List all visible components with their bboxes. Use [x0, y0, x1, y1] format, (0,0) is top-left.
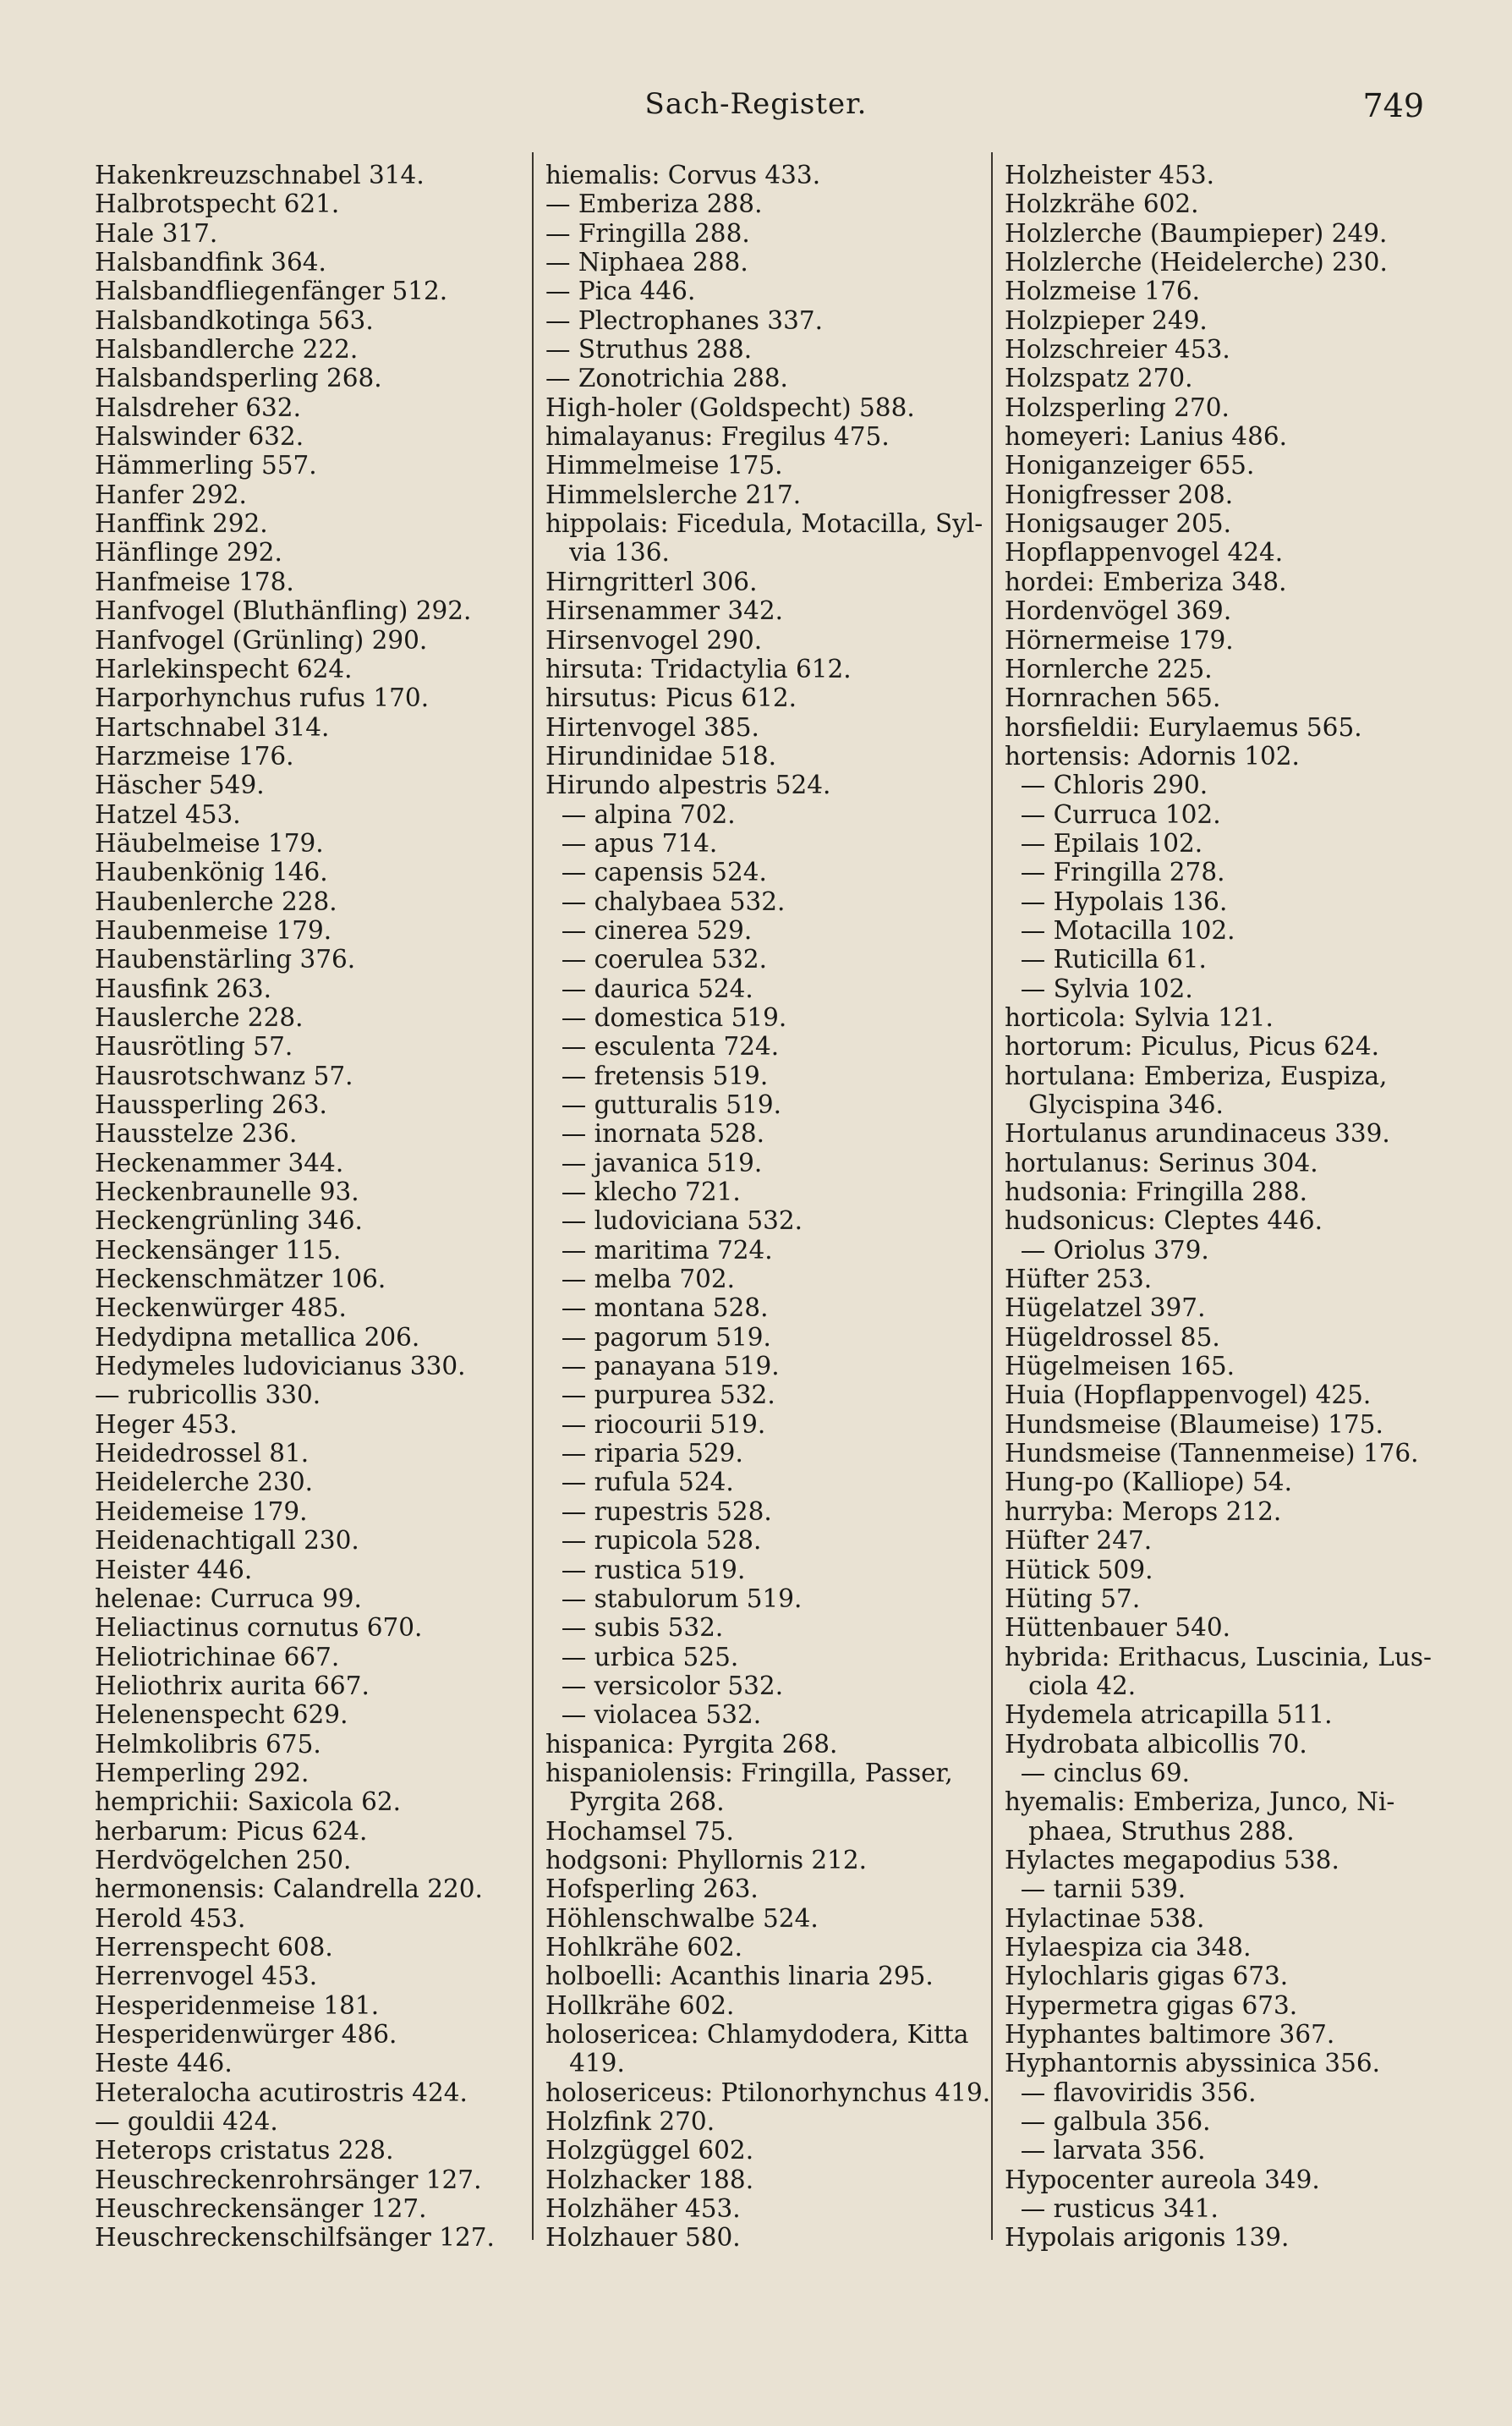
index-entry: Hörnermeise 179. [1005, 625, 1234, 655]
index-entry: Halsdreher 632. [95, 392, 301, 422]
index-entry: Hanfvogel (Grünling) 290. [95, 625, 428, 655]
index-entry: hudsonia: Fringilla 288. [1005, 1177, 1307, 1207]
index-entry: holosericea: Chlamydodera, Kitta [545, 2020, 969, 2049]
index-entry: Harzmeise 176. [95, 741, 294, 771]
index-entry: Heterops cristatus 228. [95, 2136, 394, 2165]
index-entry: — Motacilla 102. [1005, 915, 1235, 945]
index-entry: hispanica: Pyrgita 268. [545, 1729, 838, 1759]
index-entry: Haubenkönig 146. [95, 858, 328, 887]
index-entry: hortorum: Piculus, Picus 624. [1005, 1032, 1380, 1062]
index-column-2 [545, 161, 995, 2253]
index-entry: hyemalis: Emberiza, Junco, Ni- [1005, 1787, 1395, 1817]
index-entry: Hohlkrähe 602. [545, 1932, 743, 1962]
index-entry: Hirsenvogel 290. [545, 625, 763, 655]
index-entry: — violacea 532. [545, 1700, 762, 1730]
index-entry: Hemperling 292. [95, 1758, 310, 1787]
page-header-title: Sach-Register. [644, 87, 868, 121]
index-entry: Hämmerling 557. [95, 451, 317, 480]
index-entry: hirsutus: Picus 612. [545, 683, 797, 713]
index-entry: Holzlerche (Baumpieper) 249. [1005, 218, 1388, 248]
index-entry: — rubricollis 330. [95, 1380, 321, 1410]
index-entry: Hausfink 263. [95, 974, 272, 1003]
index-entry: Helenenspecht 629. [95, 1700, 348, 1730]
index-entry: — esculenta 724. [545, 1032, 780, 1062]
index-entry: Hüfter 253. [1005, 1265, 1153, 1294]
index-entry: Halbrotspecht 621. [95, 189, 340, 219]
index-entry: Heckenbraunelle 93. [95, 1177, 359, 1207]
index-entry: Hanfvogel (Bluthänfling) 292. [95, 596, 472, 626]
index-entry: Hütick 509. [1005, 1555, 1153, 1584]
index-column-3 [1005, 161, 1478, 2253]
index-entry: Hakenkreuzschnabel 314. [95, 161, 425, 189]
index-entry: Hüfter 247. [1005, 1526, 1153, 1556]
index-entry: Herold 453. [95, 1903, 246, 1933]
index-entry: — rusticus 341. [1005, 2194, 1219, 2224]
index-entry: Heidedrossel 81. [95, 1439, 310, 1468]
index-entry: Hopflappenvogel 424. [1005, 538, 1284, 568]
index-entry: Hedymeles ludovicianus 330. [95, 1352, 466, 1381]
index-entry: Hortulanus arundinaceus 339. [1005, 1119, 1390, 1149]
index-entry: — Sylvia 102. [1005, 974, 1193, 1003]
index-entry: Hornrachen 565. [1005, 683, 1221, 713]
index-entry: Halsbandfliegenfänger 512. [95, 277, 448, 306]
index-entry: — inornata 528. [545, 1119, 765, 1149]
index-entry: — Zonotrichia 288. [545, 364, 788, 393]
index-entry: — versicolor 532. [545, 1671, 784, 1700]
index-entry: — Curruca 102. [1005, 799, 1221, 829]
index-entry: Hirsenammer 342. [545, 596, 784, 626]
index-entry: Heckengrünling 346. [95, 1206, 363, 1236]
index-entry: — maritima 724. [545, 1235, 773, 1265]
index-entry: hortulana: Emberiza, Euspiza, [1005, 1061, 1388, 1090]
index-entry: Herrenvogel 453. [95, 1962, 318, 1991]
index-entry: Haussperling 263. [95, 1090, 327, 1119]
index-entry: — galbula 356. [1005, 2107, 1211, 2137]
index-entry: Hirtenvogel 385. [545, 712, 759, 742]
index-entry: Heliothrix aurita 667. [95, 1671, 370, 1700]
index-entry: Haubenlerche 228. [95, 886, 337, 916]
index-entry: Hypermetra gigas 673. [1005, 1990, 1298, 2020]
index-column-1 [95, 161, 551, 2253]
index-entry: Hesperidenwürger 486. [95, 2020, 397, 2049]
index-entry: Himmelmeise 175. [545, 451, 783, 480]
index-entry: — purpurea 532. [545, 1380, 775, 1410]
page-number: 749 [1362, 87, 1424, 124]
index-entry: hortensis: Adornis 102. [1005, 741, 1300, 771]
index-entry: Halsbandlerche 222. [95, 335, 359, 365]
index-entry: Holzsperling 270. [1005, 392, 1230, 422]
index-entry: hordei: Emberiza 348. [1005, 567, 1287, 596]
index-entry: homeyeri: Lanius 486. [1005, 422, 1287, 452]
index-entry: — montana 528. [545, 1293, 769, 1323]
index-entry: Holzfink 270. [545, 2107, 715, 2137]
index-entry: Holzschreier 453. [1005, 335, 1230, 365]
index-entry: Heidelerche 230. [95, 1468, 313, 1497]
index-entry: — riparia 529. [545, 1439, 743, 1468]
index-entry: Hirngritterl 306. [545, 567, 758, 596]
index-entry: Heger 453. [95, 1409, 238, 1439]
index-entry: Honigsauger 205. [1005, 509, 1232, 539]
index-entry: Hyphantes baltimore 367. [1005, 2020, 1335, 2049]
index-entry: Hatzel 453. [95, 799, 241, 829]
index-entry: Halsbandsperling 268. [95, 364, 382, 393]
index-entry: Holzlerche (Heidelerche) 230. [1005, 248, 1388, 277]
index-entry: Hausstelze 236. [95, 1119, 298, 1149]
index-entry: — Oriolus 379. [1005, 1235, 1209, 1265]
index-entry: Hylochlaris gigas 673. [1005, 1962, 1289, 1991]
index-entry: — rufula 524. [545, 1468, 734, 1497]
index-entry: Huia (Hopflappenvogel) 425. [1005, 1380, 1372, 1410]
index-entry: Hausrotschwanz 57. [95, 1061, 353, 1090]
index-entry: Halsbandfink 364. [95, 248, 326, 277]
index-entry: Hung-po (Kalliope) 54. [1005, 1468, 1292, 1497]
index-entry: — coerulea 532. [545, 945, 768, 974]
index-entry: — cinclus 69. [1005, 1758, 1190, 1787]
index-entry: Heste 446. [95, 2049, 233, 2078]
index-entry: — flavoviridis 356. [1005, 2077, 1257, 2107]
index-entry: Holzkrähe 602. [1005, 189, 1199, 219]
index-entry: ciola 42. [1005, 1671, 1137, 1700]
index-entry: — pagorum 519. [545, 1322, 771, 1352]
index-entry: via 136. [545, 538, 670, 568]
index-entry: Hirundo alpestris 524. [545, 771, 831, 800]
index-entry: Herrenspecht 608. [95, 1932, 333, 1962]
index-entry: himalayanus: Fregilus 475. [545, 422, 890, 452]
index-entry: Pyrgita 268. [545, 1787, 725, 1817]
index-entry: — Niphaea 288. [545, 248, 748, 277]
index-entry: hispaniolensis: Fringilla, Passer, [545, 1758, 953, 1787]
index-entry: — chalybaea 532. [545, 886, 786, 916]
index-entry: — gouldii 424. [95, 2107, 278, 2137]
index-entry: herbarum: Picus 624. [95, 1816, 368, 1846]
index-entry: Hanffink 292. [95, 509, 268, 539]
index-entry: Hesperidenmeise 181. [95, 1990, 380, 2020]
index-entry: Honigfresser 208. [1005, 480, 1234, 509]
index-entry: helenae: Curruca 99. [95, 1583, 362, 1613]
index-entry: — riocourii 519. [545, 1409, 766, 1439]
index-entry: Hüttenbauer 540. [1005, 1613, 1230, 1643]
index-entry: Hydrobata albicollis 70. [1005, 1729, 1307, 1759]
index-entry: — klecho 721. [545, 1177, 741, 1207]
index-entry: Heckenschmätzer 106. [95, 1265, 386, 1294]
index-entry: Heuschreckenrohrsänger 127. [95, 2165, 482, 2194]
index-entry: Hartschnabel 314. [95, 712, 330, 742]
index-entry: — Pica 446. [545, 277, 696, 306]
index-entry: Halswinder 632. [95, 422, 304, 452]
index-entry: Höhlenschwalbe 524. [545, 1903, 819, 1933]
index-entry: Holzgüggel 602. [545, 2136, 754, 2165]
index-entry: holosericeus: Ptilonorhynchus 419. [545, 2077, 991, 2107]
index-entry: Heister 446. [95, 1555, 253, 1584]
index-entry: — cinerea 529. [545, 915, 753, 945]
index-entry: horsfieldii: Eurylaemus 565. [1005, 712, 1362, 742]
index-entry: — urbica 525. [545, 1642, 739, 1671]
index-entry: Herdvögelchen 250. [95, 1845, 352, 1874]
index-entry: — Fringilla 278. [1005, 858, 1225, 887]
index-entry: Hügeldrossel 85. [1005, 1322, 1220, 1352]
index-entry: Heckenammer 344. [95, 1148, 344, 1177]
index-entry: Holzheister 453. [1005, 161, 1214, 189]
index-entry: Holzhauer 580. [545, 2223, 741, 2253]
index-entry: — melba 702. [545, 1265, 736, 1294]
index-entry: Heckensänger 115. [95, 1235, 342, 1265]
index-entry: — tarnii 539. [1005, 1874, 1186, 1904]
index-entry: Halsbandkotinga 563. [95, 305, 374, 335]
index-entry: Hylaespiza cia 348. [1005, 1932, 1252, 1962]
index-entry: Heidenachtigall 230. [95, 1526, 359, 1556]
index-entry: Heidemeise 179. [95, 1496, 308, 1526]
index-entry: hippolais: Ficedula, Motacilla, Syl- [545, 509, 983, 539]
index-entry: hudsonicus: Cleptes 446. [1005, 1206, 1323, 1236]
index-entry: Hyphantornis abyssinica 356. [1005, 2049, 1380, 2078]
index-entry: Hylactinae 538. [1005, 1903, 1205, 1933]
index-entry: — Struthus 288. [545, 335, 753, 365]
index-entry: hodgsoni: Phyllornis 212. [545, 1845, 868, 1874]
index-entry: 419. [545, 2049, 625, 2078]
index-entry: Heliotrichinae 667. [95, 1642, 340, 1671]
index-entry: Harporhynchus rufus 170. [95, 683, 430, 713]
index-entry: — gutturalis 519. [545, 1090, 781, 1119]
index-entry: — alpina 702. [545, 799, 736, 829]
index-entry: — Epilais 102. [1005, 828, 1203, 858]
index-entry: Hügelmeisen 165. [1005, 1352, 1235, 1381]
index-entry: Heliactinus cornutus 670. [95, 1613, 423, 1643]
index-entry: — rustica 519. [545, 1555, 746, 1584]
index-entry: Holzpieper 249. [1005, 305, 1208, 335]
index-entry: — Chloris 290. [1005, 771, 1208, 800]
index-entry: Hypocenter aureola 349. [1005, 2165, 1320, 2194]
index-entry: Häscher 549. [95, 771, 265, 800]
index-entry: Hollkrähe 602. [545, 1990, 735, 2020]
index-entry: Heckenwürger 485. [95, 1293, 347, 1323]
index-entry: Heteralocha acutirostris 424. [95, 2077, 468, 2107]
index-entry: Hüting 57. [1005, 1583, 1141, 1613]
index-entry: Hanfer 292. [95, 480, 247, 509]
index-entry: — javanica 519. [545, 1148, 763, 1177]
index-entry: — Hypolais 136. [1005, 886, 1228, 916]
index-entry: — fretensis 519. [545, 1061, 769, 1090]
index-entry: Häubelmeise 179. [95, 828, 324, 858]
index-entry: Holzhacker 188. [545, 2165, 754, 2194]
index-entry: hirsuta: Tridactylia 612. [545, 654, 852, 683]
index-entry: — apus 714. [545, 828, 718, 858]
index-entry: — subis 532. [545, 1613, 724, 1643]
index-entry: — rupestris 528. [545, 1496, 772, 1526]
index-entry: Haubenstärling 376. [95, 945, 356, 974]
index-entry: hurryba: Merops 212. [1005, 1496, 1282, 1526]
index-entry: Holzmeise 176. [1005, 277, 1200, 306]
index-entry: hemprichii: Saxicola 62. [95, 1787, 402, 1817]
index-entry: Hordenvögel 369. [1005, 596, 1232, 626]
index-entry: Hanfmeise 178. [95, 567, 294, 596]
index-entry: High-holer (Goldspecht) 588. [545, 392, 915, 422]
index-entry: — domestica 519. [545, 1002, 787, 1032]
index-entry: Harlekinspecht 624. [95, 654, 353, 683]
index-entry: Hundsmeise (Tannenmeise) 176. [1005, 1439, 1419, 1468]
index-entry: — rupicola 528. [545, 1526, 762, 1556]
index-entry: hiemalis: Corvus 433. [545, 161, 821, 189]
index-entry: — ludoviciana 532. [545, 1206, 803, 1236]
index-entry: Hirundinidae 518. [545, 741, 777, 771]
index-entry: Hypolais arigonis 139. [1005, 2223, 1290, 2253]
index-entry: Glycispina 346. [1005, 1090, 1224, 1119]
index-entry: — Fringilla 288. [545, 218, 750, 248]
index-entry: Hügelatzel 397. [1005, 1293, 1206, 1323]
index-entry: — daurica 524. [545, 974, 753, 1003]
index-entry: Haubenmeise 179. [95, 915, 332, 945]
index-entry: — capensis 524. [545, 858, 767, 887]
index-entry: — Ruticilla 61. [1005, 945, 1207, 974]
index-entry: Hylactes megapodius 538. [1005, 1845, 1339, 1874]
index-entry: phaea, Struthus 288. [1005, 1816, 1295, 1846]
index-entry: hermonensis: Calandrella 220. [95, 1874, 483, 1904]
index-entry: Hochamsel 75. [545, 1816, 734, 1846]
index-entry: Hedydipna metallica 206. [95, 1322, 420, 1352]
index-entry: Heuschreckenschilfsänger 127. [95, 2223, 495, 2253]
index-entry: Hornlerche 225. [1005, 654, 1213, 683]
index-entry: Hänflinge 292. [95, 538, 282, 568]
index-entry: — panayana 519. [545, 1352, 780, 1381]
index-entry: holboelli: Acanthis linaria 295. [545, 1962, 934, 1991]
index-entry: Holzspatz 270. [1005, 364, 1193, 393]
index-entry: hortulanus: Serinus 304. [1005, 1148, 1318, 1177]
index-entry: Himmelslerche 217. [545, 480, 802, 509]
index-entry: Heuschreckensänger 127. [95, 2194, 427, 2224]
index-entry: Hale 317. [95, 218, 218, 248]
index-entry: horticola: Sylvia 121. [1005, 1002, 1274, 1032]
index-entry: — Emberiza 288. [545, 189, 763, 219]
index-entry: Holzhäher 453. [545, 2194, 741, 2224]
index-entry: Hauslerche 228. [95, 1002, 304, 1032]
index-entry: hybrida: Erithacus, Luscinia, Lus- [1005, 1642, 1432, 1671]
index-entry: Honiganzeiger 655. [1005, 451, 1255, 480]
index-entry: — stabulorum 519. [545, 1583, 803, 1613]
index-entry: Helmkolibris 675. [95, 1729, 321, 1759]
index-entry: — larvata 356. [1005, 2136, 1206, 2165]
index-entry: Hausrötling 57. [95, 1032, 293, 1062]
index-entry: Hydemela atricapilla 511. [1005, 1700, 1333, 1730]
index-entry: Hundsmeise (Blaumeise) 175. [1005, 1409, 1383, 1439]
index-entry: — Plectrophanes 337. [545, 305, 823, 335]
index-entry: Hofsperling 263. [545, 1874, 759, 1904]
